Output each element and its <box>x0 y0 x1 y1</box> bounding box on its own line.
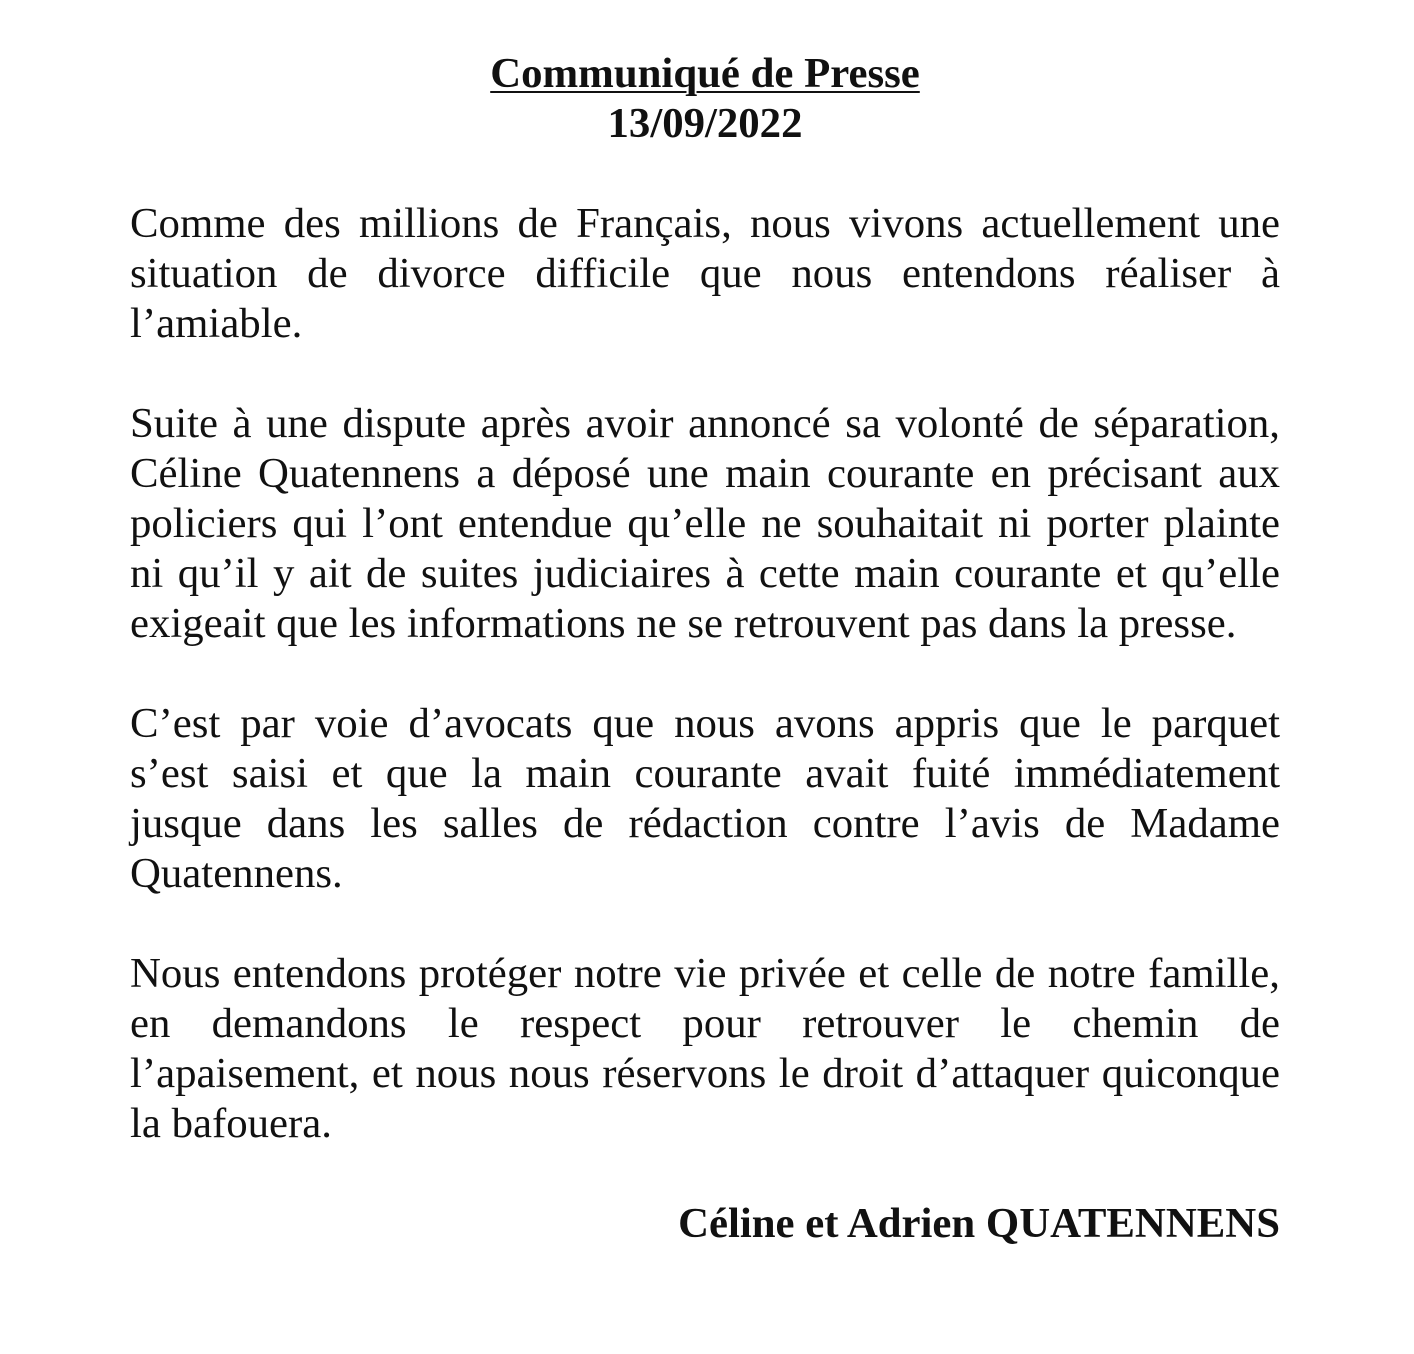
paragraph-line: s’est saisi et que la main courante avait fuité immédiatement <box>130 750 1280 797</box>
paragraph-line: situation de divorce difficile que nous entendons réaliser à <box>130 250 1280 297</box>
press-release-title: Communiqué de Presse <box>490 50 920 97</box>
paragraph-line: Quatennens. <box>130 850 343 897</box>
paragraph-line: jusque dans les salles de rédaction contre l’avis de Madame <box>130 800 1280 847</box>
paragraph-line: Céline Quatennens a déposé une main courante en précisant aux <box>130 450 1280 497</box>
paragraph-4 <box>130 949 1280 1149</box>
paragraph-2 <box>130 399 1280 649</box>
paragraph-line: C’est par voie d’avocats que nous avons appris que le parquet <box>130 700 1280 747</box>
paragraph-line: exigeait que les informations ne se retrouvent pas dans la presse. <box>130 600 1237 647</box>
signature: Céline et Adrien QUATENNENS <box>678 1200 1280 1247</box>
paragraph-line: l’apaisement, et nous nous réservons le droit d’attaquer quiconque <box>130 1050 1280 1097</box>
paragraph-line: la bafouera. <box>130 1100 332 1147</box>
paragraph-line: Suite à une dispute après avoir annoncé sa volonté de séparation, <box>130 400 1280 447</box>
press-release <box>130 49 1280 1249</box>
paragraph-line: ni qu’il y ait de suites judiciaires à cette main courante et qu’elle <box>130 550 1280 597</box>
paragraph-1 <box>130 199 1280 349</box>
paragraph-line: l’amiable. <box>130 300 303 347</box>
paragraph-3 <box>130 699 1280 899</box>
paragraph-line: Comme des millions de Français, nous vivons actuellement une <box>130 200 1280 247</box>
press-release-header <box>130 49 1280 99</box>
press-release-date: 13/09/2022 <box>607 100 803 147</box>
paragraph-line: Nous entendons protéger notre vie privée et celle de notre famille, <box>130 950 1280 997</box>
paragraph-line: en demandons le respect pour retrouver le chemin de <box>130 1000 1280 1047</box>
paragraph-line: policiers qui l’ont entendue qu’elle ne souhaitait ni porter plainte <box>130 500 1280 547</box>
